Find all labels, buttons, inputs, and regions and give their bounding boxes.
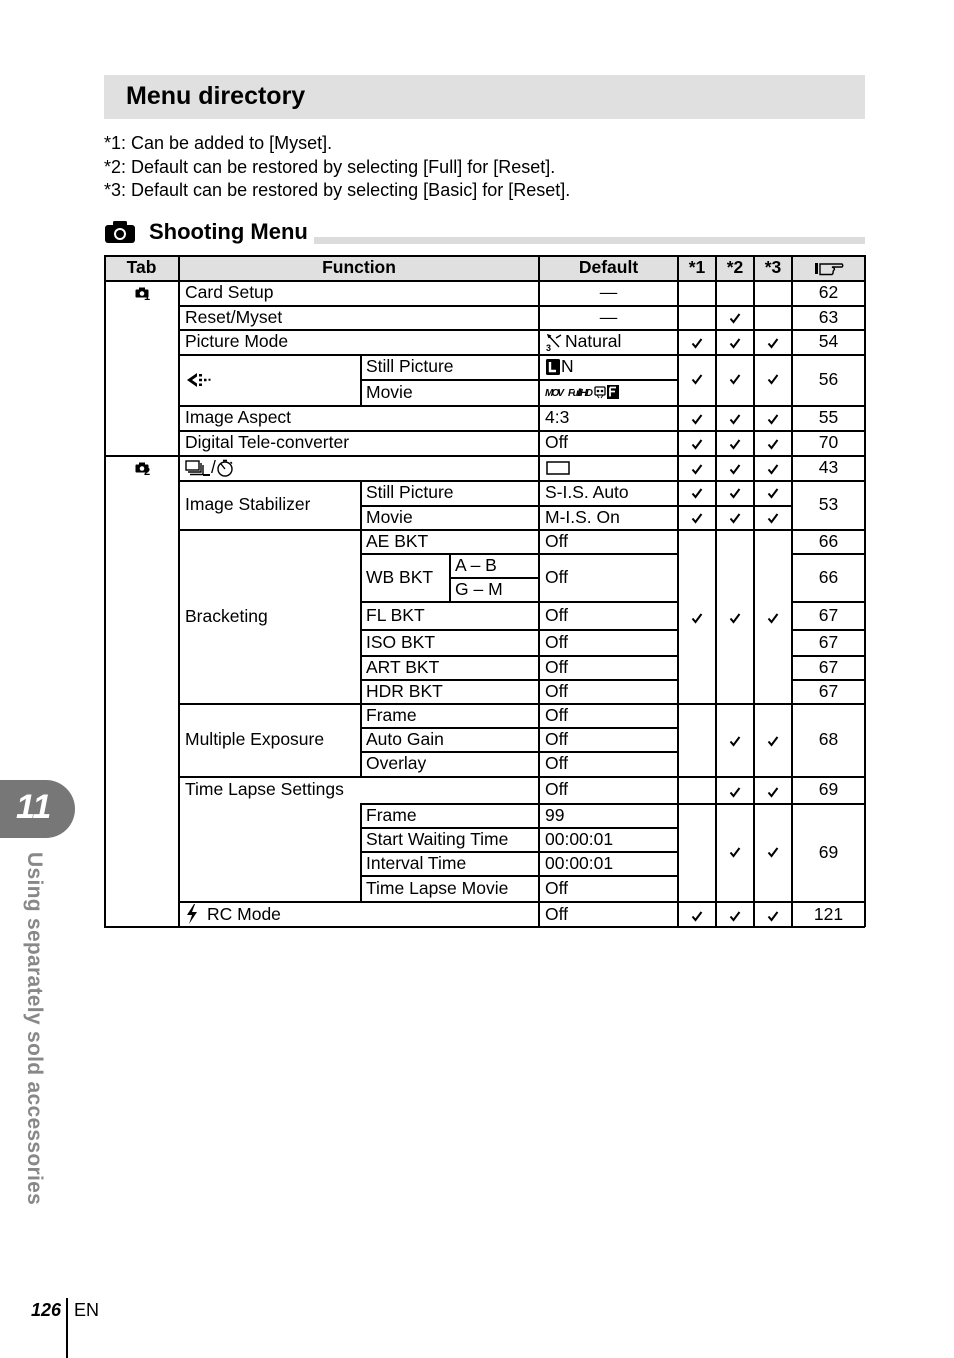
- grid-line: [753, 255, 755, 927]
- function-drive: [185, 455, 234, 480]
- default-is-still: S-I.S. Auto: [545, 482, 629, 502]
- grid-line: [450, 577, 539, 579]
- check-icon: [691, 487, 703, 499]
- default-digital-tele: Off: [545, 432, 569, 452]
- page-rc-mode: 121: [813, 903, 844, 924]
- sequential-selftimer-icon: [185, 459, 211, 477]
- tl-frame-label: Frame: [366, 804, 417, 825]
- grid-line: [179, 776, 865, 778]
- single-frame-icon: [545, 460, 571, 476]
- image-quality-icon: [185, 371, 213, 389]
- check-icon: [691, 413, 703, 425]
- page-art-bkt: 67: [818, 656, 839, 677]
- check-icon: [767, 786, 779, 798]
- default-quality-movie: [545, 379, 621, 405]
- default-picture-mode: [545, 329, 621, 354]
- bracket-fl-label: FL BKT: [366, 604, 425, 625]
- default-tl-frame: 99: [545, 804, 565, 825]
- function-image-aspect: Image Aspect: [185, 407, 292, 427]
- grid-line: [178, 255, 180, 927]
- default-drive: [545, 455, 571, 480]
- grid-line: [864, 255, 866, 927]
- check-icon: [691, 512, 703, 524]
- default-quality-still: [545, 354, 574, 379]
- chapter-label: Using separately sold accessories: [23, 852, 46, 1206]
- check-icon: [767, 612, 779, 624]
- grid-line: [361, 727, 678, 729]
- page-ae-bkt: 66: [818, 530, 839, 551]
- default-ae-bkt: Off: [545, 530, 569, 551]
- page-wb-bkt: 66: [818, 566, 839, 587]
- page-image-stabilizer: 53: [818, 494, 839, 514]
- section-title: Shooting Menu: [149, 219, 308, 244]
- check-icon: [729, 612, 741, 624]
- tab-2-number: 2: [144, 466, 151, 478]
- check-icon: [729, 786, 741, 798]
- footer-divider: [66, 1298, 68, 1358]
- quality-movie-label: Movie: [366, 381, 413, 402]
- grid-line: [360, 480, 362, 776]
- mov-fullhd-fine-icon: [545, 384, 621, 400]
- check-icon: [691, 438, 703, 450]
- grid-line: [361, 827, 678, 829]
- function-multiple-exposure: Multiple Exposure: [185, 729, 325, 749]
- check-icon: [691, 612, 703, 624]
- bracket-iso-label: ISO BKT: [366, 631, 436, 652]
- check-icon: [767, 910, 779, 922]
- grid-line: [179, 901, 865, 903]
- bracket-art-label: ART BKT: [366, 656, 440, 677]
- page-drive: 43: [818, 457, 839, 477]
- page-multiple-exposure: 68: [818, 729, 839, 749]
- default-reset-myset: —: [599, 306, 618, 327]
- chapter-number: 11: [16, 788, 52, 826]
- grid-line: [792, 601, 865, 603]
- title-bar: [104, 75, 865, 119]
- default-tl-movie: Off: [545, 877, 569, 898]
- header-col-2: *2: [726, 257, 744, 277]
- grid-line: [179, 354, 865, 356]
- drive-separator: /: [211, 457, 216, 477]
- header-col-1: *1: [688, 257, 706, 277]
- notes: [104, 132, 570, 203]
- note-1: *1: Can be added to [Myset].: [104, 133, 333, 153]
- page-digital-tele: 70: [818, 432, 839, 452]
- grid-line: [361, 505, 792, 507]
- check-icon: [729, 438, 741, 450]
- default-tl-interval: 00:00:01: [545, 852, 614, 873]
- check-icon: [729, 463, 741, 475]
- note-2: *2: Default can be restored by selecting [Full] for [Reset].: [104, 156, 556, 177]
- grid-line: [361, 803, 865, 805]
- grid-line: [361, 553, 678, 555]
- mexp-overlay-label: Overlay: [366, 753, 427, 773]
- check-icon: [767, 413, 779, 425]
- grid-line: [104, 455, 865, 457]
- check-icon: [729, 487, 741, 499]
- header-col-3: *3: [764, 257, 782, 277]
- grid-line: [179, 329, 865, 331]
- grid-line: [791, 255, 793, 927]
- check-icon: [691, 373, 703, 385]
- page-hdr-bkt: 67: [818, 680, 839, 701]
- default-art-bkt: Off: [545, 656, 569, 677]
- grid-line: [792, 655, 865, 657]
- default-is-movie: M-I.S. On: [545, 506, 620, 527]
- default-mexp-autogain: Off: [545, 728, 569, 749]
- page-image-aspect: 55: [818, 407, 839, 427]
- flash-icon: [185, 904, 199, 924]
- quality-still-value: N: [561, 356, 574, 376]
- svg-text:MOV: MOV: [545, 388, 564, 399]
- camera-icon: [104, 220, 136, 244]
- chapter-tab: [0, 780, 75, 838]
- page-quality: 56: [818, 369, 839, 389]
- grid-line: [104, 255, 865, 257]
- tab-1-cell: [104, 280, 179, 305]
- check-icon: [767, 337, 779, 349]
- section-heading: [104, 218, 314, 246]
- grid-line: [179, 430, 865, 432]
- default-fl-bkt: Off: [545, 604, 569, 625]
- shooting-menu-table: [104, 255, 865, 927]
- picture-mode-3-icon: [545, 332, 565, 352]
- default-time-lapse: Off: [545, 779, 569, 799]
- grid-line: [715, 255, 717, 927]
- default-card-setup: —: [599, 282, 618, 302]
- svg-text:FullHD: FullHD: [568, 388, 593, 399]
- check-icon: [767, 373, 779, 385]
- page-time-lapse: 69: [818, 779, 839, 799]
- function-bracketing: Bracketing: [185, 605, 268, 626]
- default-iso-bkt: Off: [545, 631, 569, 652]
- default-hdr-bkt: Off: [545, 680, 569, 701]
- tl-movie-label: Time Lapse Movie: [366, 877, 509, 898]
- page-number: 126: [31, 1300, 62, 1320]
- function-reset-myset: Reset/Myset: [185, 306, 283, 327]
- check-icon: [729, 512, 741, 524]
- self-timer-icon: [216, 459, 234, 477]
- mexp-autogain-label: Auto Gain: [366, 728, 444, 749]
- grid-line: [104, 926, 865, 928]
- bracket-hdr-label: HDR BKT: [366, 680, 443, 701]
- grid-line: [361, 751, 678, 753]
- check-icon: [729, 735, 741, 747]
- picture-mode-value: Natural: [565, 331, 622, 351]
- grid-line: [104, 255, 106, 927]
- bracket-wb-label: WB BKT: [366, 566, 434, 587]
- check-icon: [767, 438, 779, 450]
- default-wb-bkt: Off: [545, 566, 569, 587]
- function-time-lapse: Time Lapse Settings: [185, 779, 344, 799]
- check-icon: [767, 735, 779, 747]
- check-icon: [729, 312, 741, 324]
- svg-text:3: 3: [546, 342, 552, 352]
- check-icon: [729, 846, 741, 858]
- grid-line: [179, 529, 865, 531]
- check-icon: [729, 413, 741, 425]
- bracket-ae-label: AE BKT: [366, 530, 429, 551]
- function-image-stabilizer: Image Stabilizer: [185, 494, 311, 514]
- header-default: Default: [578, 257, 639, 277]
- bracket-wb-gm: G – M: [455, 578, 503, 599]
- tl-interval-label: Interval Time: [366, 852, 467, 873]
- default-tl-start: 00:00:01: [545, 828, 614, 849]
- grid-line: [792, 553, 865, 555]
- function-image-quality: [185, 354, 245, 405]
- default-mexp-frame: Off: [545, 704, 569, 725]
- check-icon: [691, 337, 703, 349]
- grid-line: [361, 655, 678, 657]
- is-movie-label: Movie: [366, 506, 413, 527]
- header-tab: Tab: [126, 257, 157, 277]
- grid-line: [179, 703, 865, 705]
- grid-line: [361, 851, 678, 853]
- grid-line: [104, 280, 865, 282]
- page-card-setup: 62: [818, 282, 839, 302]
- grid-line: [361, 875, 678, 877]
- language-label: EN: [74, 1300, 100, 1320]
- page-title: Menu directory: [126, 82, 306, 110]
- check-icon: [691, 910, 703, 922]
- pointing-hand-icon: [814, 260, 844, 276]
- grid-line: [792, 629, 865, 631]
- large-icon: [545, 358, 561, 376]
- rc-mode-label: RC Mode: [207, 903, 281, 924]
- grid-line: [179, 405, 865, 407]
- check-icon: [767, 512, 779, 524]
- header-ref: [792, 255, 865, 280]
- grid-line: [179, 305, 865, 307]
- page-fl-bkt: 67: [818, 604, 839, 625]
- quality-still-label: Still Picture: [366, 356, 454, 376]
- default-rc-mode: Off: [545, 903, 569, 924]
- tab-1-number: 1: [144, 291, 151, 303]
- check-icon: [729, 337, 741, 349]
- grid-line: [792, 679, 865, 681]
- bracket-wb-ab: A – B: [455, 554, 497, 575]
- check-icon: [691, 463, 703, 475]
- check-icon: [767, 463, 779, 475]
- page-iso-bkt: 67: [818, 631, 839, 652]
- header-function: Function: [322, 257, 396, 277]
- check-icon: [729, 373, 741, 385]
- function-card-setup: Card Setup: [185, 282, 274, 302]
- function-rc-mode: [185, 901, 281, 927]
- grid-line: [361, 379, 678, 381]
- default-mexp-overlay: Off: [545, 753, 569, 773]
- tab-2-cell: [104, 455, 179, 480]
- grid-line: [361, 629, 678, 631]
- grid-line: [361, 679, 678, 681]
- function-picture-mode: Picture Mode: [185, 331, 289, 351]
- page-picture-mode: 54: [818, 331, 839, 351]
- grid-line: [361, 601, 678, 603]
- tl-start-label: Start Waiting Time: [366, 828, 509, 849]
- check-icon: [767, 487, 779, 499]
- function-digital-tele: Digital Tele-converter: [185, 432, 350, 452]
- page-reset-myset: 63: [818, 306, 839, 327]
- is-still-label: Still Picture: [366, 482, 454, 502]
- grid-line: [179, 480, 865, 482]
- default-image-aspect: 4:3: [545, 407, 570, 427]
- page-time-lapse-sub: 69: [818, 841, 839, 862]
- mexp-frame-label: Frame: [366, 704, 417, 725]
- note-3: *3: Default can be restored by selecting [Basic] for [Reset].: [104, 180, 571, 200]
- check-icon: [767, 846, 779, 858]
- check-icon: [729, 910, 741, 922]
